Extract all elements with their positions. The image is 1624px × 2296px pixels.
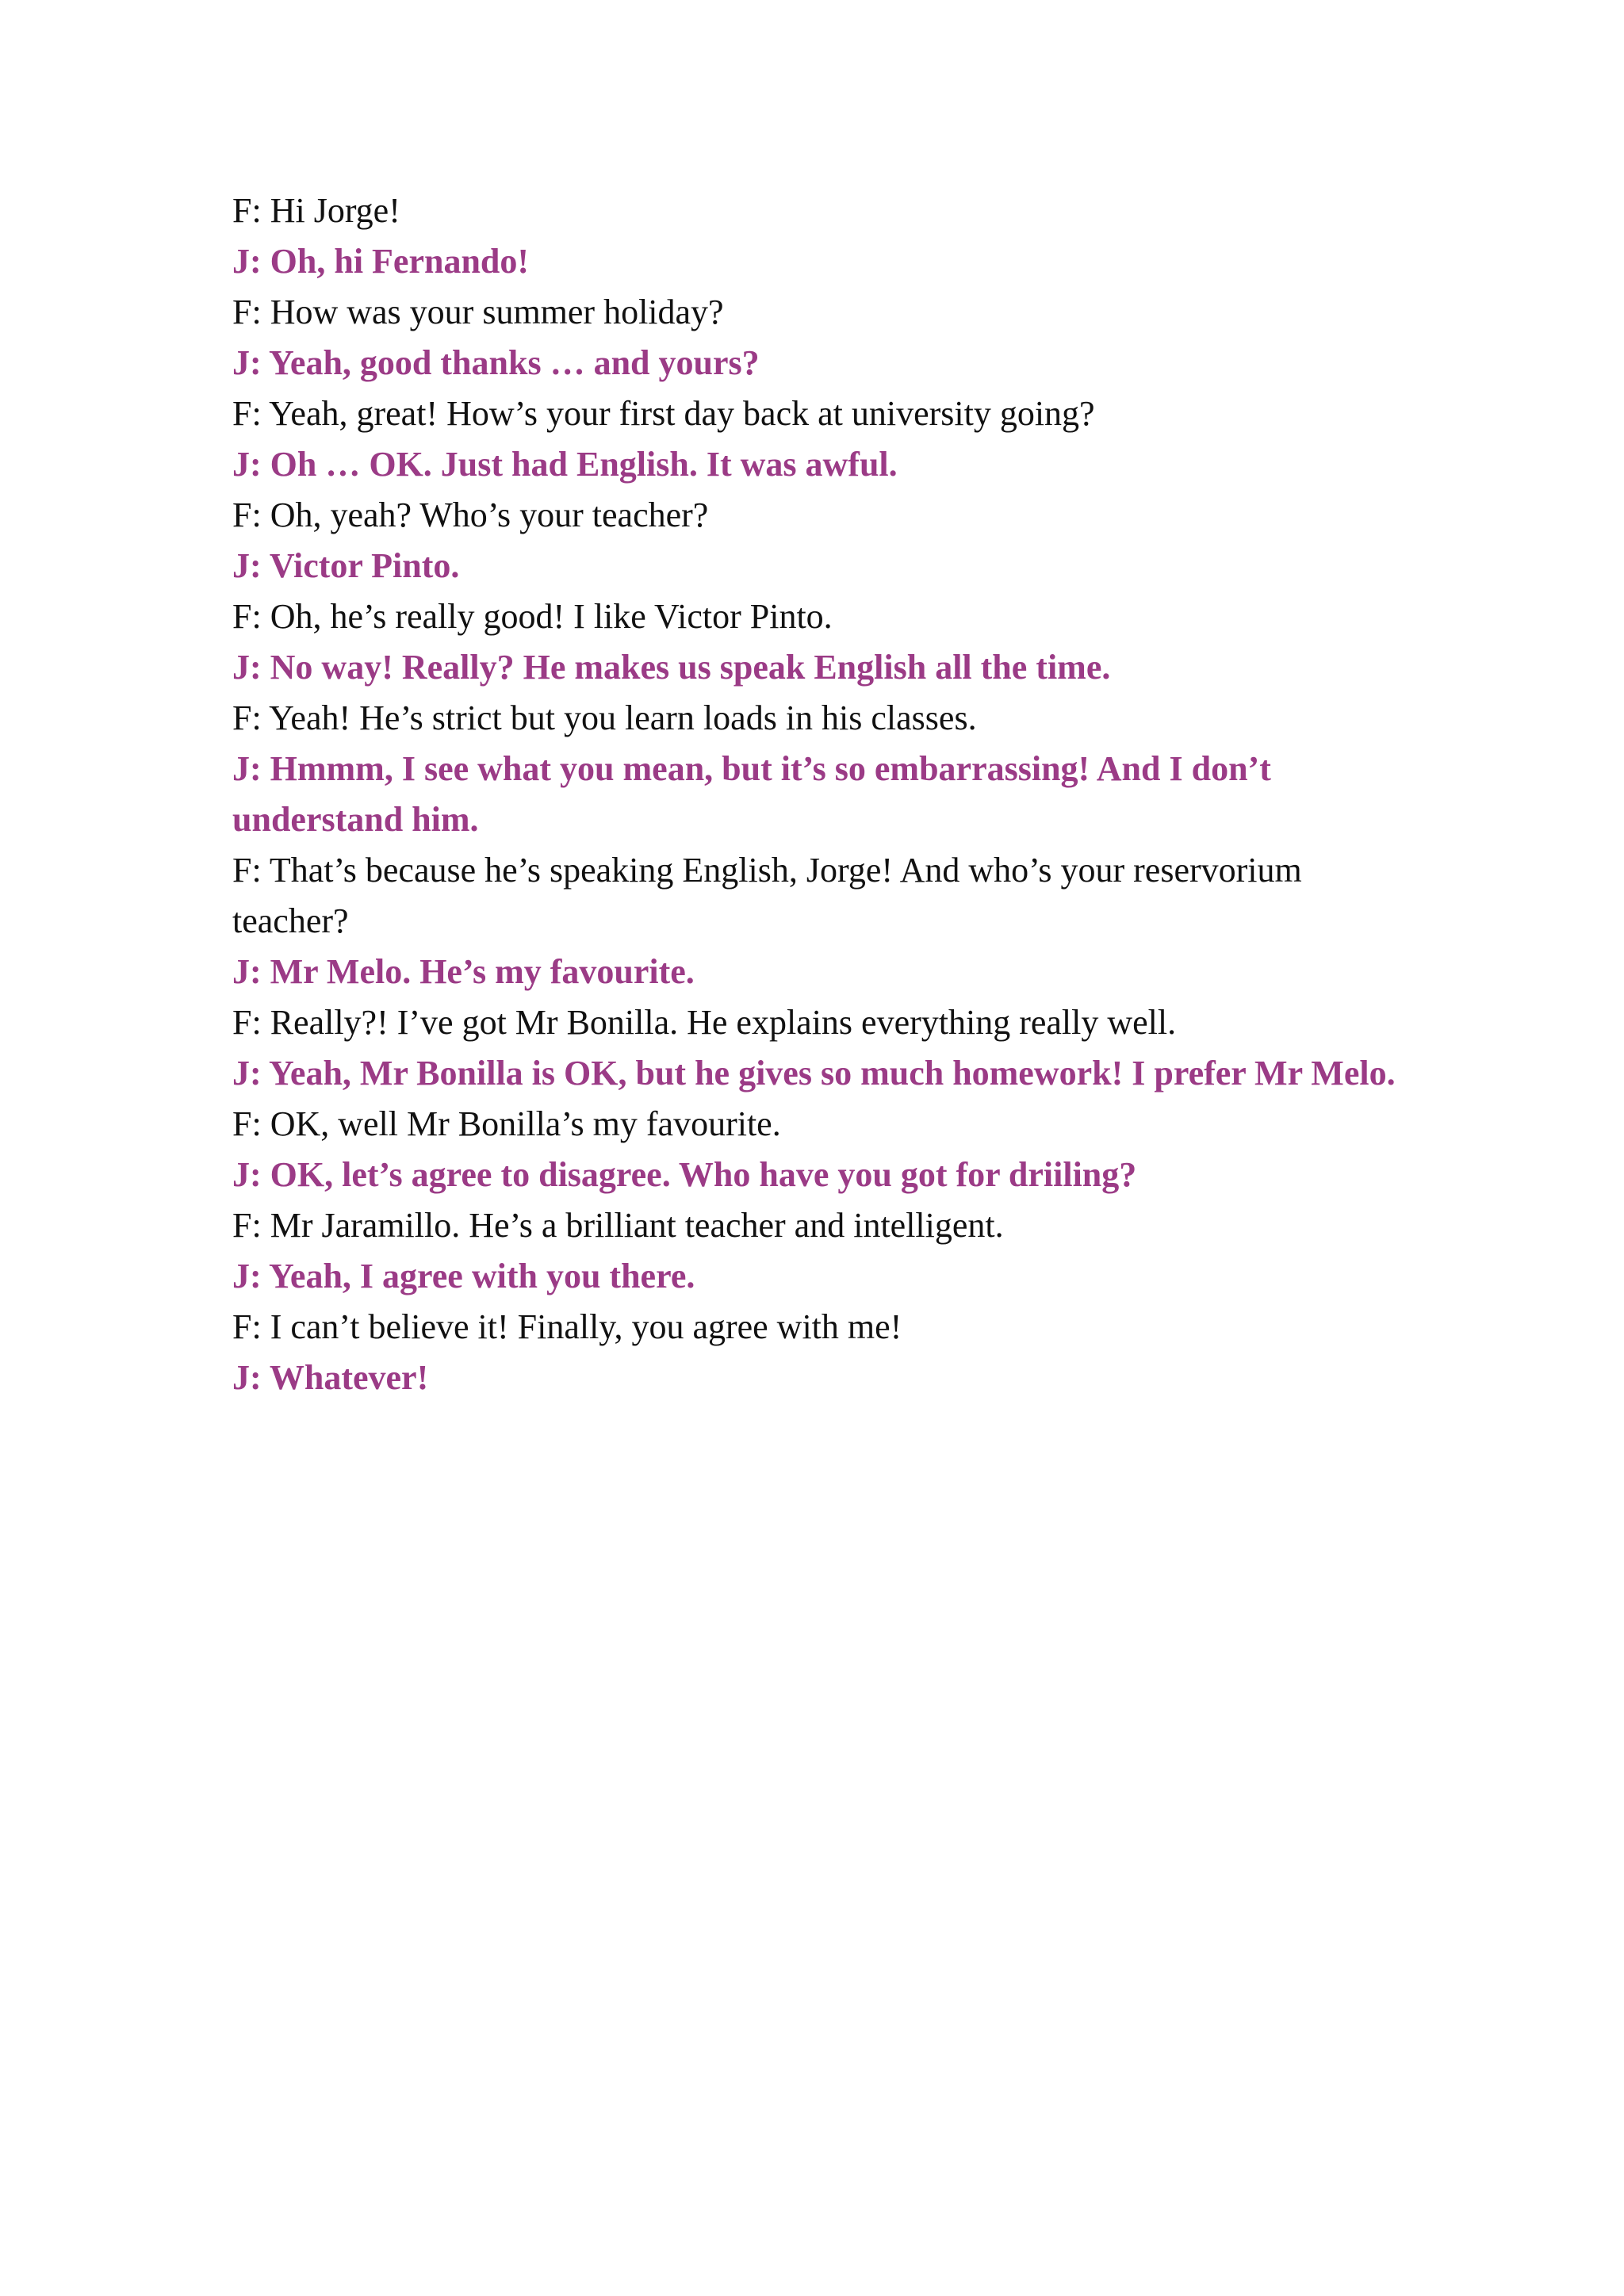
dialogue-line-jorge: J: Oh, hi Fernando! xyxy=(232,242,530,281)
dialogue-transcript xyxy=(232,186,1422,1403)
dialogue-line-jorge: J: Whatever! xyxy=(232,1358,429,1397)
dialogue-line-fernando: F: Yeah, great! How’s your first day back at university going? xyxy=(232,394,1095,433)
dialogue-line-fernando: F: That’s because he’s speaking English, Jorge! And who’s your reservorium teacher? xyxy=(232,851,1311,940)
dialogue-line-jorge: J: Yeah, Mr Bonilla is OK, but he gives so much homework! I prefer Mr Melo. xyxy=(232,1054,1396,1093)
dialogue-line-fernando: F: How was your summer holiday? xyxy=(232,293,724,331)
dialogue-line-jorge: J: Oh … OK. Just had English. It was awful. xyxy=(232,445,898,484)
dialogue-line-fernando: F: Really?! I’ve got Mr Bonilla. He explains everything really well. xyxy=(232,1003,1177,1042)
dialogue-line-jorge: J: Mr Melo. He’s my favourite. xyxy=(232,952,695,991)
dialogue-line-jorge: J: Victor Pinto. xyxy=(232,546,460,585)
dialogue-line-fernando: F: Mr Jaramillo. He’s a brilliant teacher and intelligent. xyxy=(232,1206,1004,1245)
dialogue-line-fernando: F: Oh, he’s really good! I like Victor Pinto. xyxy=(232,597,833,636)
dialogue-line-fernando: F: Oh, yeah? Who’s your teacher? xyxy=(232,496,709,534)
dialogue-line-jorge: J: Hmmm, I see what you mean, but it’s so embarrassing! And I don’t understand him. xyxy=(232,749,1280,839)
dialogue-line-fernando: F: OK, well Mr Bonilla’s my favourite. xyxy=(232,1104,781,1143)
dialogue-line-fernando: F: Hi Jorge! xyxy=(232,191,400,230)
dialogue-line-jorge: J: OK, let’s agree to disagree. Who have you got for driiling? xyxy=(232,1155,1137,1194)
dialogue-line-fernando: F: I can’t believe it! Finally, you agree with me! xyxy=(232,1307,902,1346)
dialogue-line-jorge: J: Yeah, good thanks … and yours? xyxy=(232,343,760,382)
dialogue-line-fernando: F: Yeah! He’s strict but you learn loads in his classes. xyxy=(232,698,977,737)
dialogue-line-jorge: J: No way! Really? He makes us speak English all the time. xyxy=(232,648,1111,687)
dialogue-line-jorge: J: Yeah, I agree with you there. xyxy=(232,1257,695,1295)
